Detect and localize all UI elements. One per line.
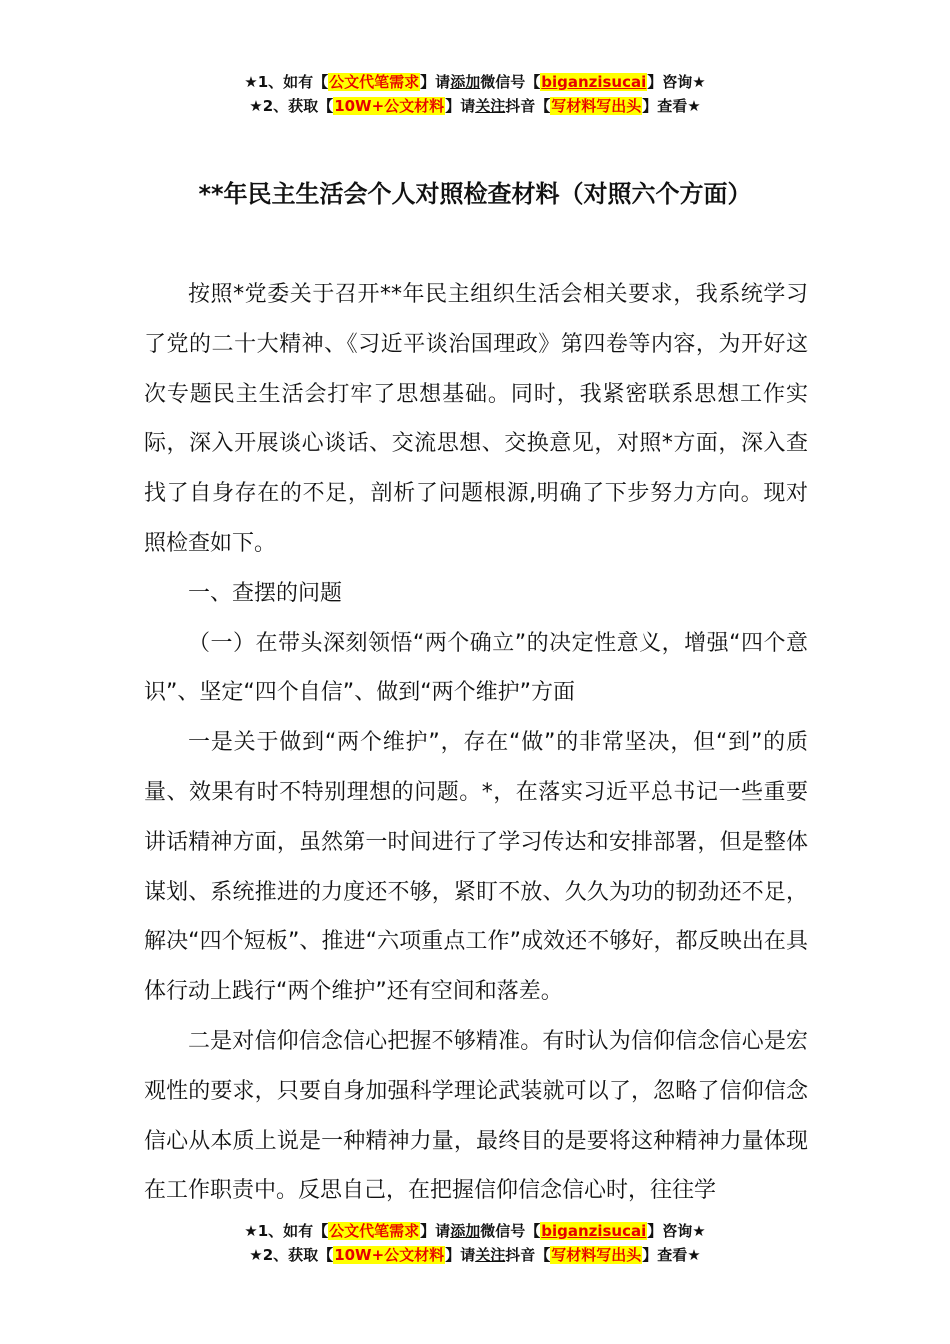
- promo-line-2: [0, 1243, 950, 1267]
- promo-highlight: 写材料写出头: [551, 97, 642, 115]
- promo-highlight: 10W+公文材料: [334, 1246, 445, 1264]
- paragraph-point-1: 一是关于做到“两个维护”，存在“做”的非常坚决，但“到”的质量、效果有时不特别理想的问题。*，在落实习近平总书记一些重要讲话精神方面，虽然第一时间进行了学习传达和安排部署，但是整体谋划、系统推进的力度还不够，紧盯不放、久久为功的韧劲还不足，解决“四个短板”、推进“六项重点工作”成效还不够好，都反映出在具体行动上践行“两个维护”还有空间和落差。: [144, 730, 808, 1005]
- promo-text: 微信号【: [480, 1222, 541, 1240]
- document-body: [144, 270, 808, 1216]
- promo-text: 】咨询★: [647, 1222, 706, 1240]
- promo-text: 微信号【: [480, 73, 541, 91]
- promo-highlight: 10W+公文材料: [334, 97, 445, 115]
- promo-text: ★2、获取【: [249, 1246, 334, 1264]
- promo-underline: 添加: [450, 73, 481, 91]
- promo-underline: 关注: [475, 1246, 506, 1264]
- header-promo-banner: [0, 70, 950, 118]
- wechat-id-link[interactable]: biganzisucai: [541, 73, 647, 91]
- promo-line-1: [0, 70, 950, 94]
- subsection-heading: （一）在带头深刻领悟“两个确立”的决定性意义，增强“四个意识”、坚定“四个自信”、做到“两个维护”方面: [144, 630, 808, 706]
- promo-text: 】咨询★: [647, 73, 706, 91]
- promo-highlight: 写材料写出头: [551, 1246, 642, 1264]
- footer-promo-banner: [0, 1219, 950, 1267]
- promo-line-1: [0, 1219, 950, 1243]
- paragraph-intro: 按照*党委关于召开**年民主组织生活会相关要求，我系统学习了党的二十大精神、《习近平谈治国理政》第四卷等内容，为开好这次专题民主生活会打牢了思想基础。同时，我紧密联系思想工作实际，深入开展谈心谈话、交流思想、交换意见，对照*方面，深入查找了自身存在的不足，剖析了问题根源,明确了下步努力方向。现对照检查如下。: [144, 282, 808, 556]
- promo-underline: 添加: [450, 1222, 481, 1240]
- promo-text: 】请: [445, 97, 476, 115]
- promo-text: 】请: [420, 1222, 451, 1240]
- paragraph-point-2: 二是对信仰信念信心把握不够精准。有时认为信仰信念信心是宏观性的要求，只要自身加强科学理论武装就可以了，忽略了信仰信念信心从本质上说是一种精神力量，最终目的是要将这种精神力量体现在工作职责中。反思自己，在把握信仰信念信心时，往往学: [144, 1028, 808, 1204]
- promo-text: 】查看★: [642, 97, 701, 115]
- promo-highlight: 公文代笔需求: [329, 73, 420, 91]
- promo-line-2: [0, 94, 950, 118]
- promo-text: 】查看★: [642, 1246, 701, 1264]
- promo-text: ★1、如有【: [244, 1222, 329, 1240]
- promo-text: ★1、如有【: [244, 73, 329, 91]
- promo-text: 】请: [420, 73, 451, 91]
- promo-text: 】请: [445, 1246, 476, 1264]
- promo-text: 抖音【: [505, 1246, 551, 1264]
- promo-text: 抖音【: [505, 97, 551, 115]
- wechat-id-link[interactable]: biganzisucai: [541, 1222, 647, 1240]
- section-heading: 一、查摆的问题: [188, 580, 343, 606]
- promo-underline: 关注: [475, 97, 506, 115]
- document-title: **年民主生活会个人对照检查材料（对照六个方面）: [198, 180, 752, 208]
- promo-text: ★2、获取【: [249, 97, 334, 115]
- promo-highlight: 公文代笔需求: [329, 1222, 420, 1240]
